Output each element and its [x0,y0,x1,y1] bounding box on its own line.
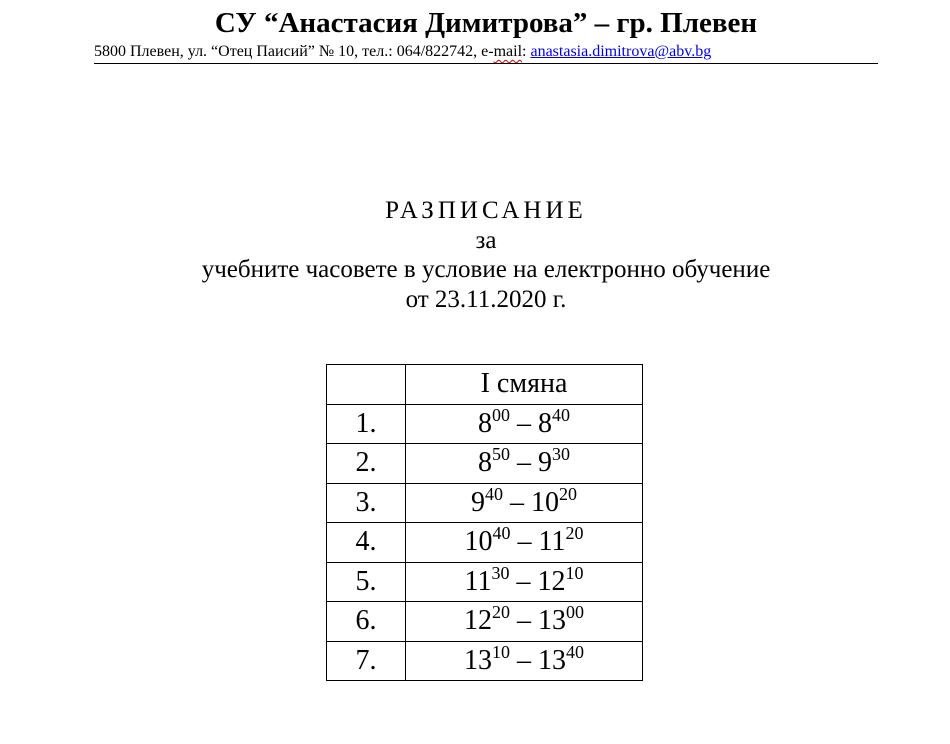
period-time: $8^{00} - 8^{40}$ [406,404,643,444]
header-empty-cell [327,365,406,405]
table-header-row [327,365,643,405]
heading-title: РАЗПИСАНИЕ [385,197,587,224]
period-number: 3. [327,483,406,523]
table-row [327,444,643,484]
period-time: $13^{10} - 13^{40}$ [406,641,643,681]
period-number: 5. [327,562,406,602]
table-row [327,562,643,602]
table-row [327,483,643,523]
table-row [327,523,643,563]
period-number: 1. [327,404,406,444]
period-time: $12^{20} - 13^{00}$ [406,602,643,642]
period-number: 6. [327,602,406,642]
address-colon: : [522,43,531,60]
table-row [327,404,643,444]
period-number: 4. [327,523,406,563]
period-time: $8^{50} - 9^{30}$ [406,444,643,484]
address-text: 5800 Плевен, ул. “Отец Паисий” № 10, тел.: 064/822742, e- [94,43,494,60]
schedule-heading [0,196,950,314]
spellcheck-flagged-word: mail [493,43,523,60]
school-address [94,41,878,64]
period-time: $11^{30} - 12^{10}$ [406,562,643,602]
heading-subject: учебните часовете в условие на електронно обучение [201,256,771,283]
period-time: $9^{40} - 10^{20}$ [406,483,643,523]
table-row [327,602,643,642]
school-title: СУ “Анастасия Димитрова” – гр. Плевен [214,7,758,39]
heading-for: за [475,226,497,254]
shift-header-cell: I смяна [406,365,643,405]
period-time: $10^{40} - 11^{20}$ [406,523,643,563]
table-row [327,641,643,681]
schedule-table [326,364,643,681]
period-number: 7. [327,641,406,681]
heading-date: от 23.11.2020 г. [405,285,567,313]
email-link[interactable]: anastasia.dimitrova@abv.bg [530,43,712,60]
period-number: 2. [327,444,406,484]
